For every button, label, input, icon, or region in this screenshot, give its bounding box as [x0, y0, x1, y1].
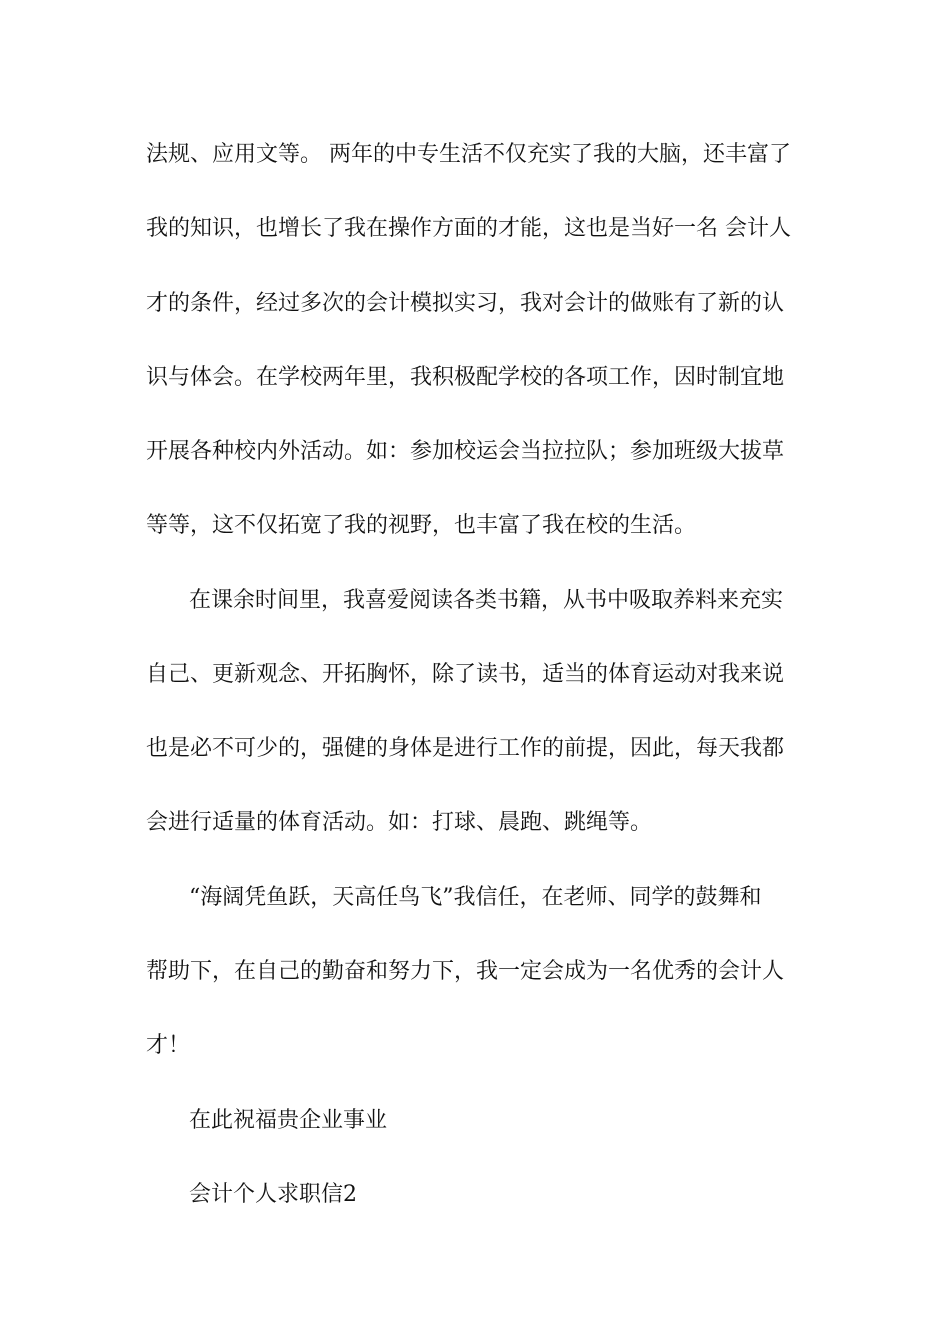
text-line: 也是必不可少的，强健的身体是进行工作的前提，因此，每天我都: [146, 736, 785, 761]
closing-line: 在此祝福贵企业事业: [189, 1108, 388, 1133]
text-line: 我的知识，也增长了我在操作方面的才能，这也是当好一名 会计人: [146, 216, 791, 241]
text-line: 自己、更新观念、开拓胸怀，除了读书，适当的体育运动对我来说: [146, 662, 785, 687]
paragraph-start-line: 在课余时间里，我喜爱阅读各类书籍，从书中吸取养料来充实: [189, 588, 784, 613]
text-line: 才的条件，经过多次的会计模拟实习，我对会计的做账有了新的认: [146, 291, 785, 316]
text-line: 帮助下，在自己的勤奋和努力下，我一定会成为一名优秀的会计人: [146, 959, 785, 984]
paragraph-start-line: “海阔凭鱼跃，天高任鸟飞”我信任，在老师、同学的鼓舞和: [189, 885, 762, 910]
section-heading: 会计个人求职信2: [189, 1182, 357, 1207]
text-line: 才！: [146, 1033, 191, 1058]
text-line: 识与体会。在学校两年里，我积极配学校的各项工作，因时制宜地: [146, 365, 785, 390]
text-line: 等等，这不仅拓宽了我的视野，也丰富了我在校的生活。: [146, 513, 697, 538]
text-line: 会进行适量的体育活动。如：打球、晨跑、跳绳等。: [146, 810, 653, 835]
text-line: 法规、应用文等。 两年的中专生活不仅充实了我的大脑，还丰富了: [146, 142, 791, 167]
text-line: 开展各种校内外活动。如：参加校运会当拉拉队；参加班级大拔草: [146, 439, 785, 464]
